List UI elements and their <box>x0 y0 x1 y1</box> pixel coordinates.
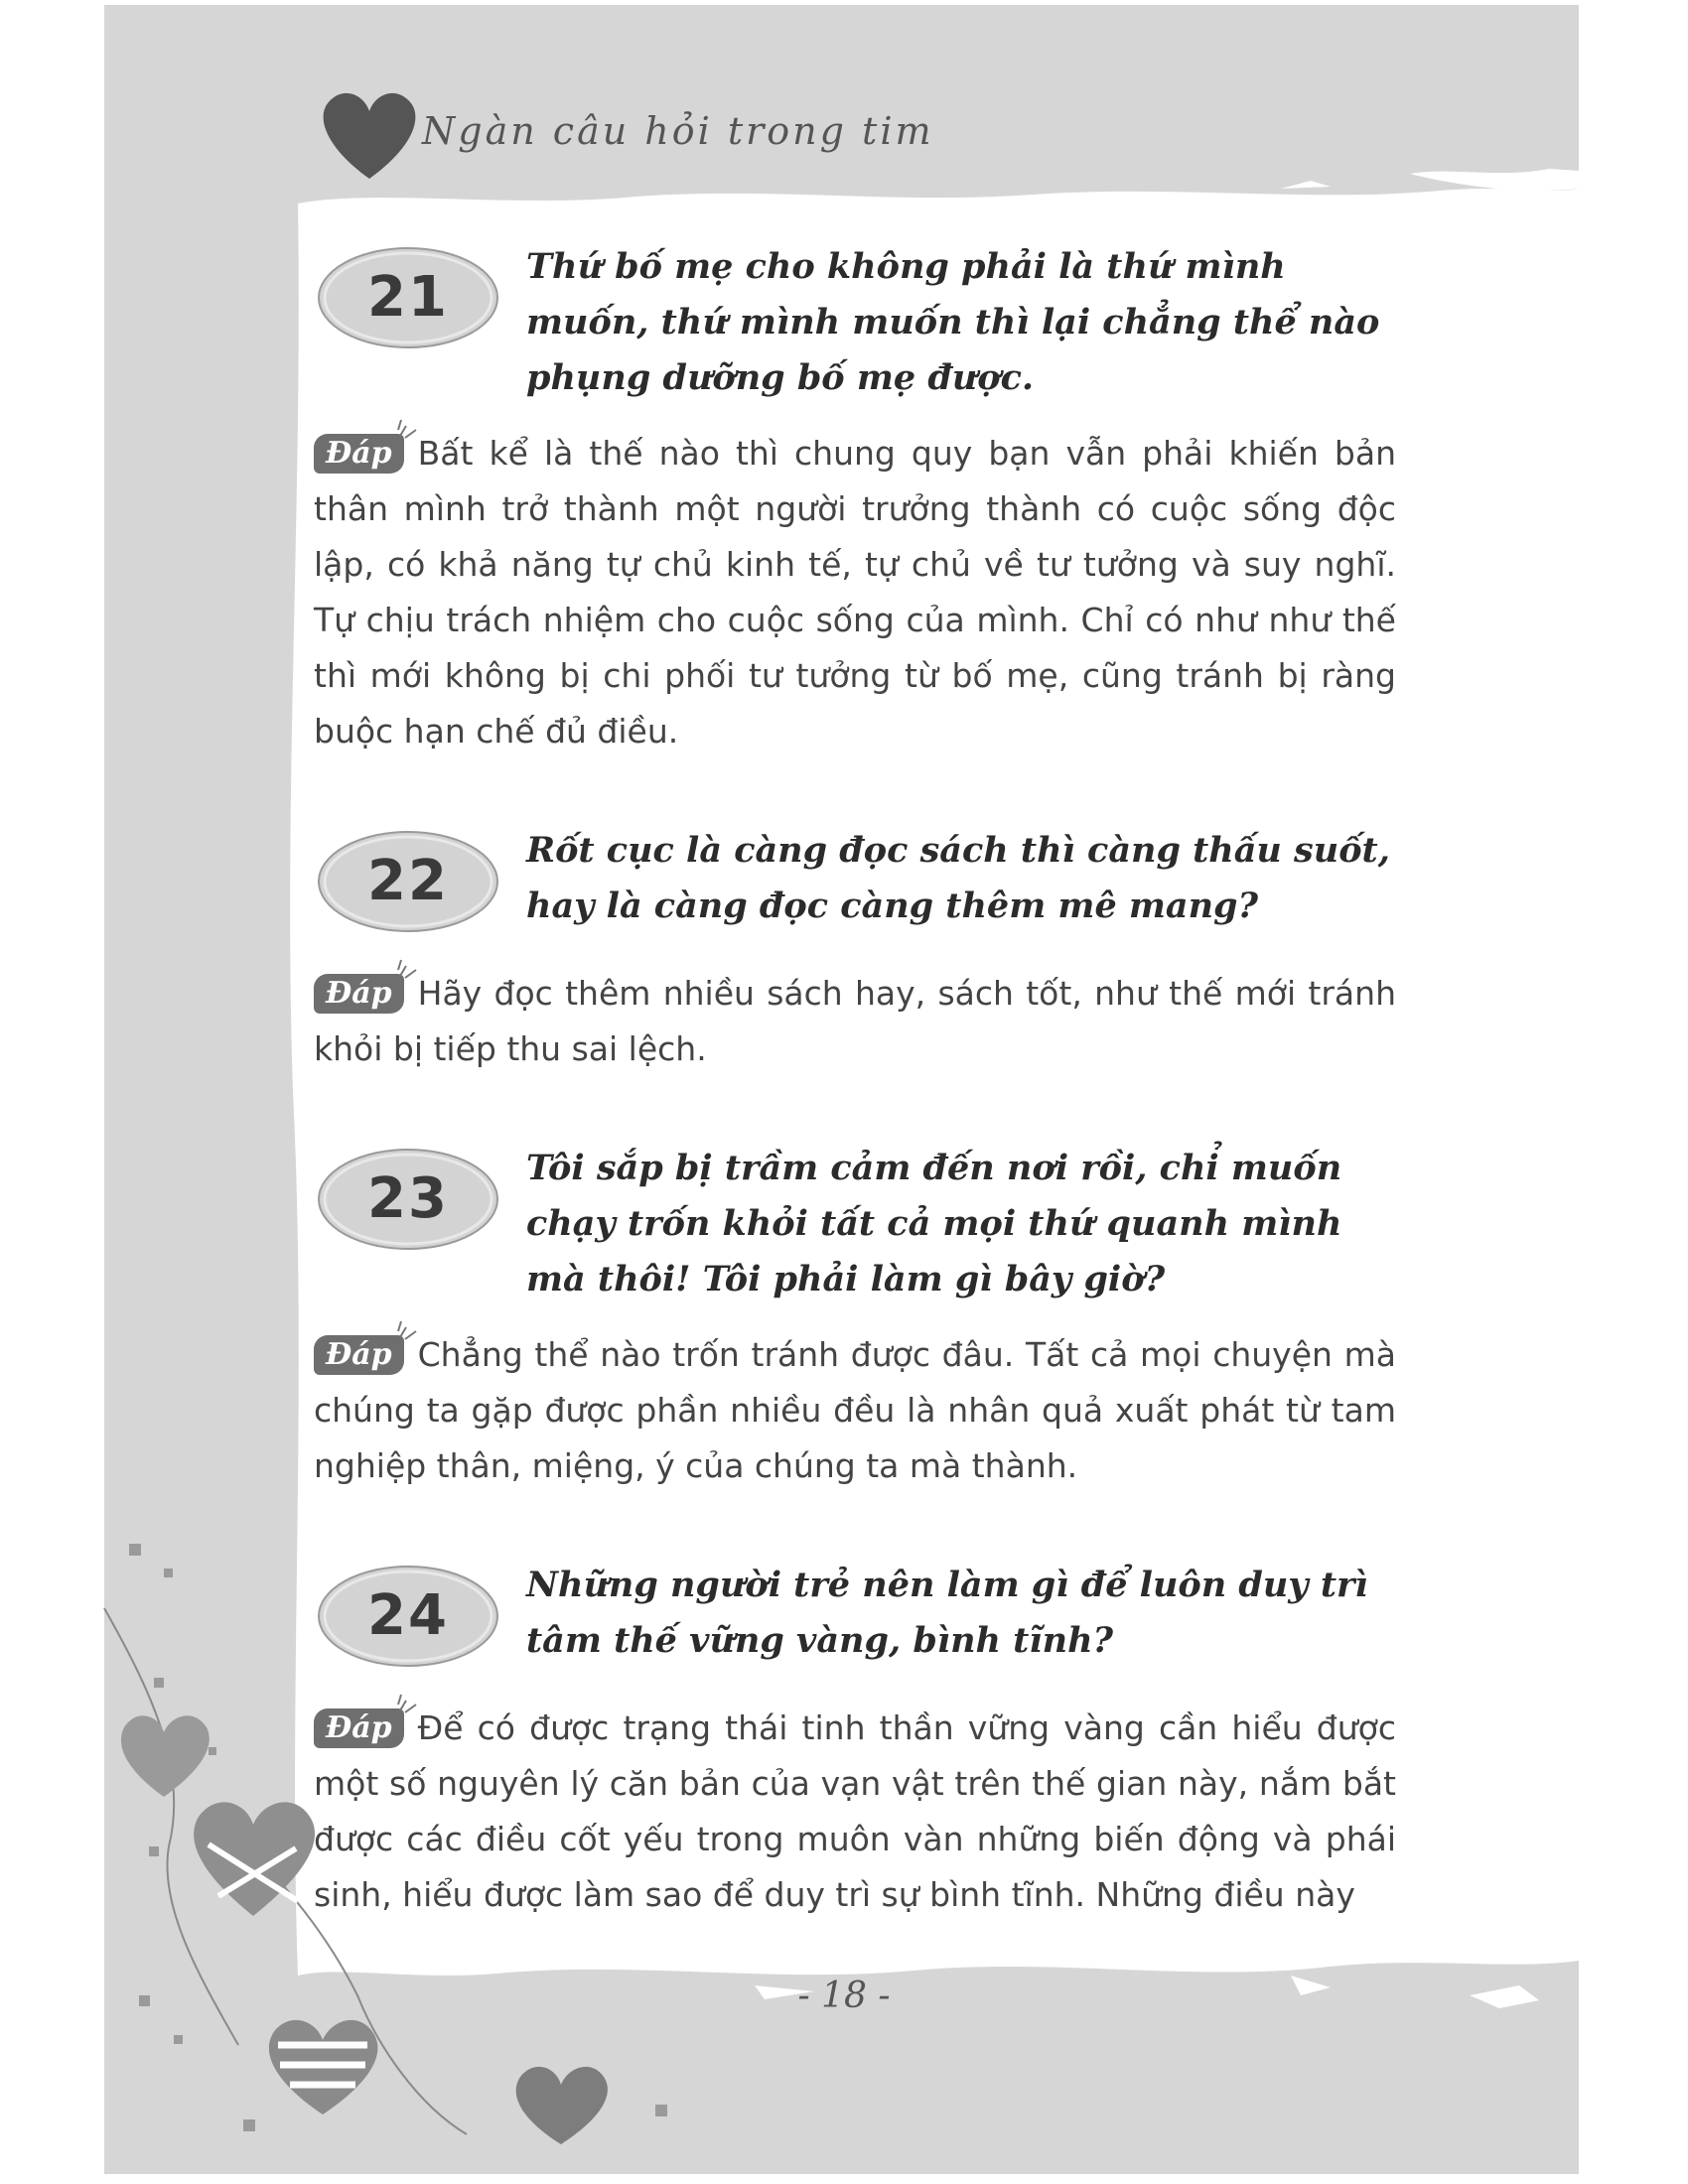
question-number: 21 <box>367 265 449 330</box>
question-number-badge <box>314 1145 502 1254</box>
spark-icon <box>396 1319 418 1341</box>
qa-item <box>314 817 1396 1077</box>
answer-label-text: Đáp <box>326 976 392 1011</box>
answer-text-block <box>314 1327 1396 1494</box>
answer-label-text: Đáp <box>326 436 392 471</box>
question-number-badge <box>314 827 502 936</box>
question-number-badge <box>314 1562 502 1671</box>
answer-label <box>314 974 404 1014</box>
answer-text: Để có được trạng thái tinh thần vững vàng cần hiểu được một số nguyên lý căn bản của vạn vật trên thế gian này, nắm bắt được các điều cốt yếu trong muôn vàn những biến động và phái sinh, hiểu được làm sao để duy trì sự bình tĩnh. Những điều này <box>314 1708 1396 1914</box>
qa-item <box>314 1552 1396 1923</box>
answer-label <box>314 434 404 474</box>
answer-text: Hãy đọc thêm nhiều sách hay, sách tốt, như thế mới tránh khỏi bị tiếp thu sai lệch. <box>314 974 1396 1068</box>
answer-text-block <box>314 426 1396 759</box>
question-number: 23 <box>367 1166 449 1231</box>
question-number-badge <box>314 243 502 352</box>
answer-label <box>314 1335 404 1375</box>
qa-list <box>314 233 1396 1923</box>
page-number: - 18 - <box>797 1976 891 2016</box>
question-row <box>314 1135 1396 1307</box>
question-text: Những người trẻ nên làm gì để luôn duy trì tâm thế vững vàng, bình tĩnh? <box>526 1565 1368 1661</box>
question-number: 22 <box>367 849 449 913</box>
spark-icon <box>396 958 418 980</box>
answer-label-text: Đáp <box>326 1710 392 1745</box>
answer-label <box>314 1708 404 1748</box>
question-row <box>314 233 1396 406</box>
answer-text-block <box>314 1701 1396 1923</box>
question-number: 24 <box>367 1583 449 1648</box>
question-text: Rốt cục là càng đọc sách thì càng thấu suốt, hay là càng đọc càng thêm mê mang? <box>526 830 1390 926</box>
answer-text: Bất kể là thế nào thì chung quy bạn vẫn phải khiến bản thân mình trở thành một người trưởng thành có cuộc sống độc lập, có khả năng tự chủ kinh tế, tự chủ về tư tưởng và suy nghĩ. Tự chịu trách nhiệm cho cuộc sống của mình. Chỉ có như như thế thì mới không bị chi phối tư tưởng từ bố mẹ, cũng tránh bị ràng buộc hạn chế đủ điều. <box>314 434 1396 751</box>
answer-text: Chẳng thể nào trốn tránh được đâu. Tất cả mọi chuyện mà chúng ta gặp được phần nhiều đều là nhân quả xuất phát từ tam nghiệp thân, miệng, ý của chúng ta mà thành. <box>314 1335 1396 1485</box>
qa-item <box>314 1135 1396 1494</box>
question-text: Tôi sắp bị trầm cảm đến nơi rồi, chỉ muốn chạy trốn khỏi tất cả mọi thứ quanh mình mà thôi! Tôi phải làm gì bây giờ? <box>526 1148 1342 1299</box>
qa-item <box>314 233 1396 759</box>
answer-text-block <box>314 966 1396 1077</box>
running-header-title: Ngàn câu hỏi trong tim <box>422 109 934 153</box>
answer-label-text: Đáp <box>326 1337 392 1372</box>
question-text: Thứ bố mẹ cho không phải là thứ mình muốn, thứ mình muốn thì lại chẳng thể nào phụng dưỡng bố mẹ được. <box>526 246 1380 398</box>
spark-icon <box>396 418 418 440</box>
spark-icon <box>396 1693 418 1714</box>
question-row <box>314 1552 1396 1681</box>
question-row <box>314 817 1396 946</box>
